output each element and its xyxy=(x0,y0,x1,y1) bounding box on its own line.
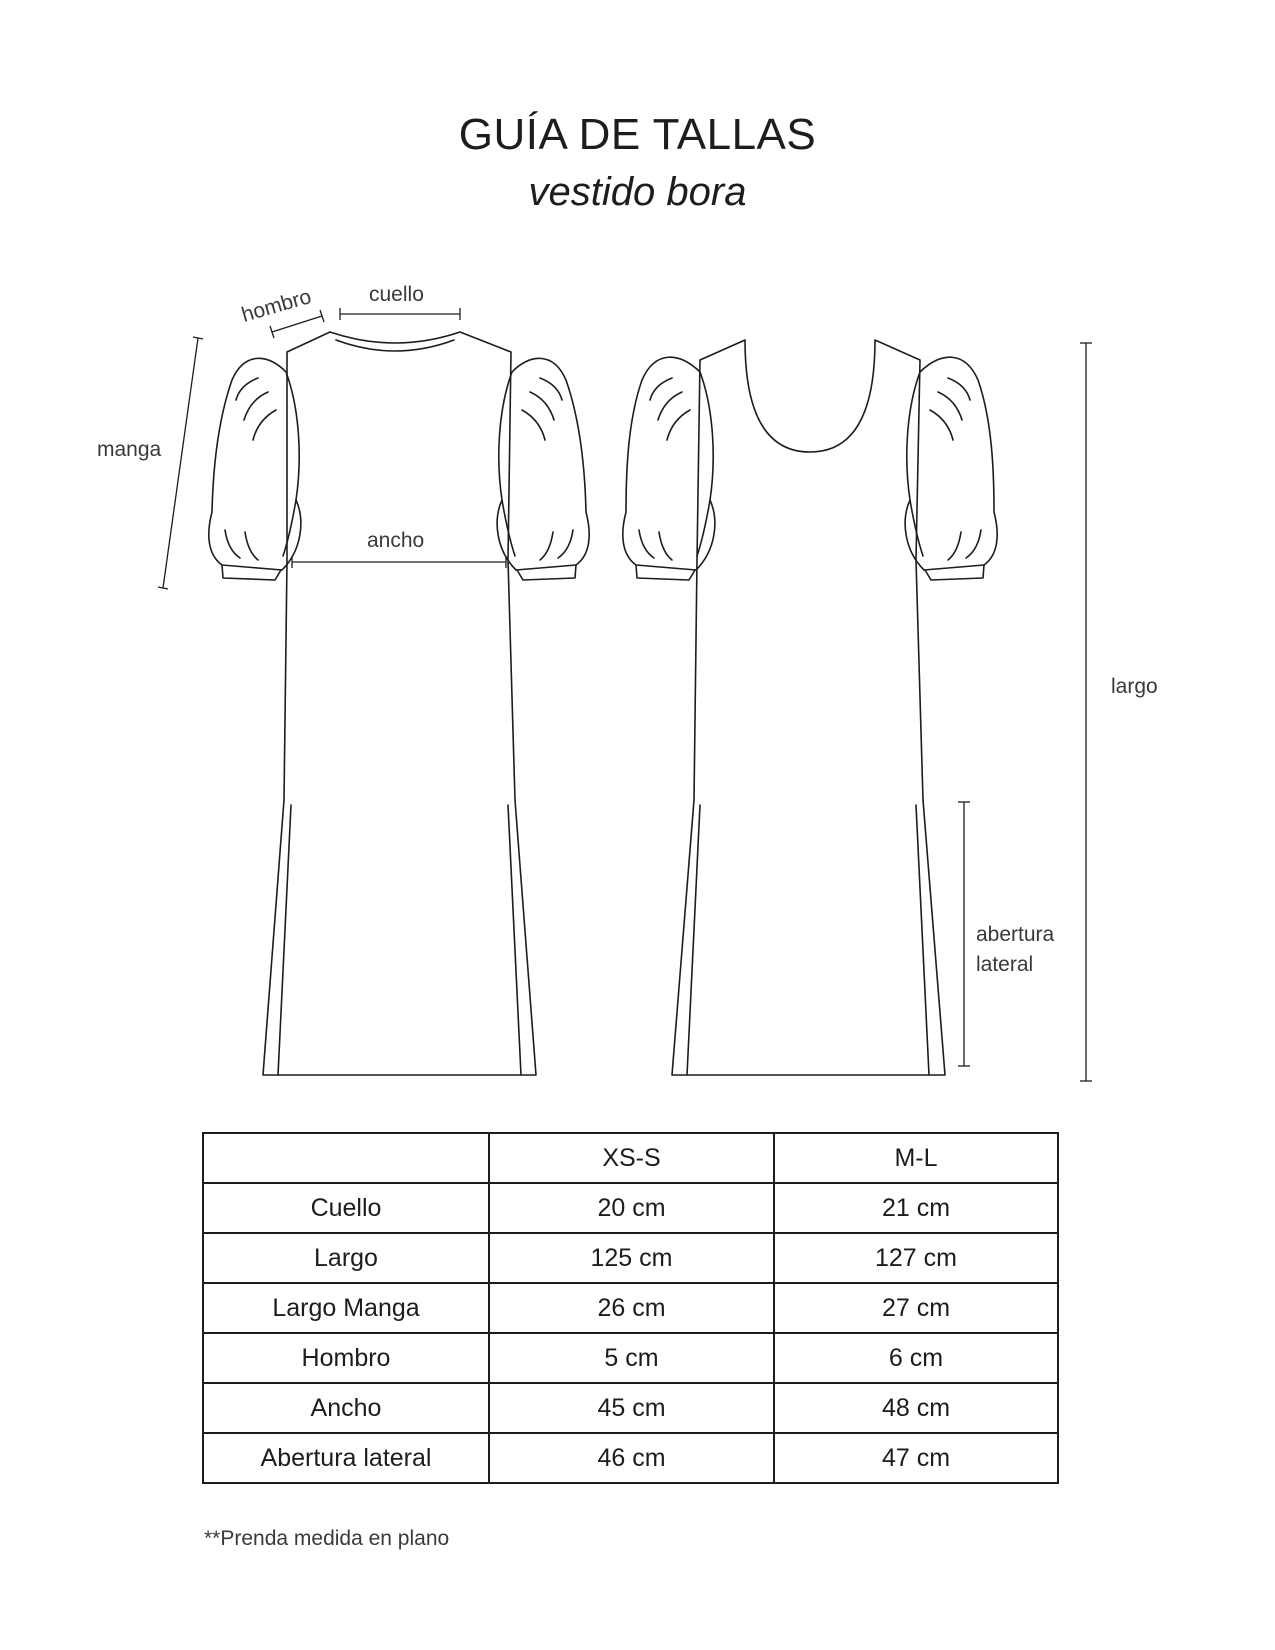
back-slit-left xyxy=(687,805,700,1075)
dimension-largo xyxy=(1080,343,1092,1081)
table-cell: 45 cm xyxy=(489,1383,774,1433)
table-row xyxy=(203,1233,1058,1283)
dress-back-view xyxy=(623,340,997,1075)
table-cell: 20 cm xyxy=(489,1183,774,1233)
table-row xyxy=(203,1183,1058,1233)
table-cell: 48 cm xyxy=(774,1383,1058,1433)
row-label: Largo xyxy=(203,1233,489,1283)
label-cuello: cuello xyxy=(369,283,424,306)
table-cell: 26 cm xyxy=(489,1283,774,1333)
table-cell: 5 cm xyxy=(489,1333,774,1383)
front-body-outline xyxy=(263,332,536,1075)
table-cell: 46 cm xyxy=(489,1433,774,1483)
front-neckline xyxy=(336,340,454,351)
table-cell: 27 cm xyxy=(774,1283,1058,1333)
table-row xyxy=(203,1433,1058,1483)
footnote: **Prenda medida en plano xyxy=(204,1527,450,1550)
row-label: Hombro xyxy=(203,1333,489,1383)
label-abertura-line2: lateral xyxy=(976,953,1034,976)
back-left-sleeve xyxy=(623,357,715,570)
dimension-manga xyxy=(158,337,203,589)
label-manga: manga xyxy=(97,438,162,461)
table-header-row xyxy=(203,1133,1058,1183)
table-cell: 127 cm xyxy=(774,1233,1058,1283)
page-title: GUÍA DE TALLAS xyxy=(458,110,817,159)
dress-front-view xyxy=(209,332,589,1075)
label-ancho: ancho xyxy=(367,529,425,552)
table-cell: 47 cm xyxy=(774,1433,1058,1483)
row-label: Ancho xyxy=(203,1383,489,1433)
label-hombro: hombro xyxy=(239,285,314,327)
size-table xyxy=(202,1132,1059,1484)
dimension-cuello xyxy=(340,308,460,320)
table-header-cell xyxy=(203,1133,489,1183)
row-label: Largo Manga xyxy=(203,1283,489,1333)
label-largo: largo xyxy=(1111,675,1158,698)
row-label: Abertura lateral xyxy=(203,1433,489,1483)
table-row xyxy=(203,1333,1058,1383)
dimension-abertura xyxy=(958,802,970,1066)
page-subtitle: vestido bora xyxy=(528,170,747,214)
table-header-cell: M-L xyxy=(774,1133,1058,1183)
dimension-ancho xyxy=(292,556,506,568)
table-cell: 125 cm xyxy=(489,1233,774,1283)
table-row xyxy=(203,1383,1058,1433)
row-label: Cuello xyxy=(203,1183,489,1233)
dress-technical-drawing xyxy=(0,250,1275,1090)
label-abertura-line1: abertura xyxy=(976,923,1055,946)
table-cell: 6 cm xyxy=(774,1333,1058,1383)
table-header-cell: XS-S xyxy=(489,1133,774,1183)
table-row xyxy=(203,1283,1058,1333)
table-cell: 21 cm xyxy=(774,1183,1058,1233)
